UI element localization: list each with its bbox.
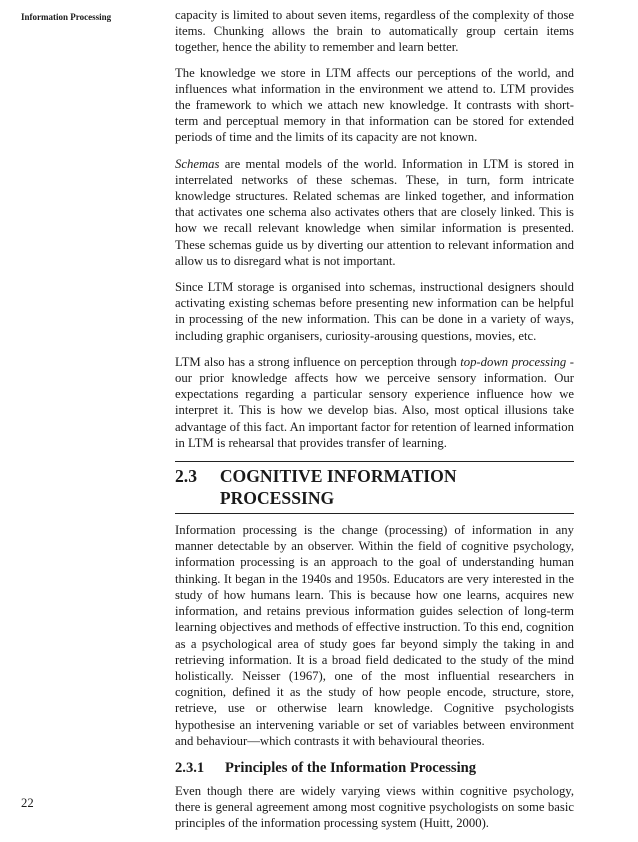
main-text-column <box>175 7 574 842</box>
section-heading <box>175 461 574 514</box>
paragraph-information-processing: Information processing is the change (processing) of information in any manner detectable by an observer. Within the field of cognitive psychology, information processing is an approach to the goal of understanding human thinking. It began in the 1940s and 1950s. Educators are very interested in the study of how humans learn. This is because how one learns, acquires new information, and retains previous information guides selection of long-term learning objectives and methods of effective instruction. To this end, cognition as a psychological area of study goes far beyond simply the taking in and retrieving information. It is a broad field dedicated to the study of the mind holistically. Neisser (1967), one of the most influential researchers in cognition, defined it as the study of how people encode, structure, store, retrieve, use or otherwise learn knowledge. Cognitive psychologists hypothesise an intervening variable or set of variables between environment and behaviour—which contrasts it with behavioural theories. <box>175 523 574 748</box>
page-number: 22 <box>21 796 34 810</box>
subsection-title: Principles of the Information Processing <box>225 759 477 776</box>
perception-text-rest: - our prior knowledge affects how we perceive sensory information. Our expectations regarding a particular sensory experience influence how we interpret it. This is how we develop bias. Also, most optical illusions take advantage of this fact. An important factor for retention of learned information in LTM is rehearsal that provides transfer of learning. <box>175 354 574 450</box>
top-down-term: top-down processing <box>460 354 567 369</box>
schemas-term: Schemas <box>175 156 220 171</box>
paragraph-ltm-knowledge: The knowledge we store in LTM affects our perceptions of the world, and influences what information in the environment we attend to. LTM provides the framework to which we attach new knowledge. It contrasts with short-term and perceptual memory in that information can be stored for extended periods of time and the limits of its capacity are not known. <box>175 65 574 145</box>
subsection-number: 2.3.1 <box>175 759 205 776</box>
paragraph-schemas <box>175 156 574 269</box>
perception-text-start: LTM also has a strong influence on perception through <box>175 354 461 369</box>
subsection-heading <box>175 759 574 778</box>
section-number: 2.3 <box>175 466 197 487</box>
paragraph-ltm-storage: Since LTM storage is organised into schemas, instructional designers should activating existing schemas before presenting new information can be helpful in processing of the new information. This can be done in a variety of ways, including graphic organisers, curiosity-arousing questions, movies, etc. <box>175 280 574 343</box>
schemas-text: are mental models of the world. Information in LTM is stored in interrelated networks of these schemas. These, in turn, form intricate knowledge structures. Related schemas are linked together, and information that activates one schema also activates others that are closely linked. This is how we recall relevant knowledge when similar information is presented. These schemas guide us by diverting our attention to relevant information and allow us to disregard what is not important. <box>175 156 574 268</box>
running-head: Information Processing <box>21 12 112 22</box>
paragraph-perception <box>175 354 574 451</box>
paragraph-ltm-capacity: capacity is limited to about seven items, regardless of the complexity of those items. Chunking allows the brain to automatically group certain items together, hence the ability to remember and learn better. <box>175 8 574 55</box>
paragraph-principles: Even though there are widely varying views within cognitive psychology, there is general agreement among most cognitive psychologists on some basic principles of the information processing system (Huitt, 2000). <box>175 783 574 831</box>
section-title: COGNITIVE INFORMATION PROCESSING <box>219 466 457 509</box>
